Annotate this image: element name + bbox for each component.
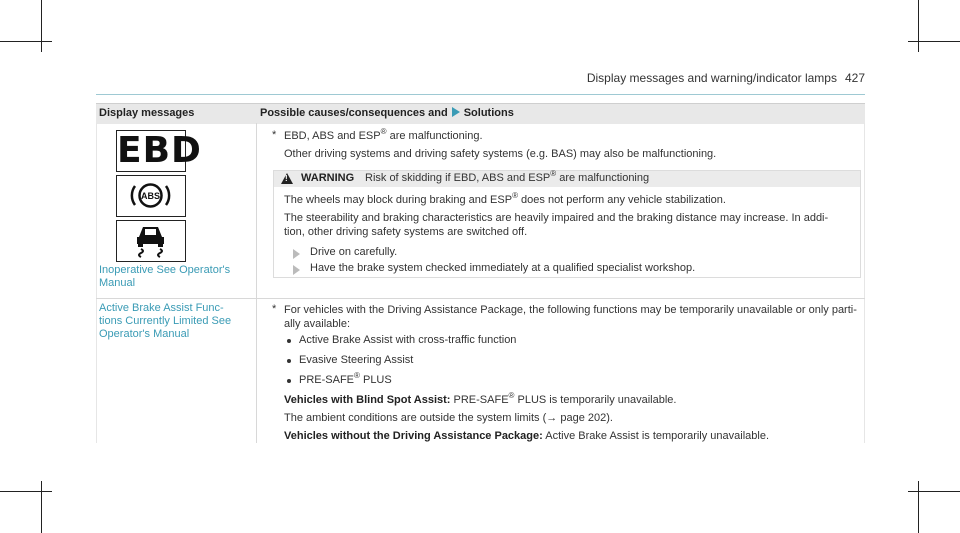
cause-post: are malfunctioning. (386, 130, 483, 142)
header-display-messages: Display messages (99, 107, 195, 119)
warning-box (273, 170, 861, 278)
bullet-plus: PLUS (359, 374, 392, 386)
warning-steerability-line1: The steerability and braking characteristics are heavily impaired and the braking distance may increase. In addi- (284, 212, 829, 224)
message-table (96, 103, 865, 443)
solutions-arrow-icon (452, 107, 460, 117)
without-package-text (284, 429, 769, 444)
other-systems-text: Other driving systems and driving safety systems (e.g. BAS) may also be malfunctioning. (284, 148, 717, 160)
registered-mark: ® (512, 191, 518, 200)
cause-text (284, 129, 483, 144)
table-header (96, 103, 865, 124)
registered-mark: ® (380, 127, 387, 136)
bullet-item (299, 373, 392, 388)
header-solutions-text: Solutions (463, 107, 514, 119)
w1-post: does not perform any vehicle stabilization. (517, 194, 726, 206)
blind-spot-bold: Vehicles with Blind Spot Assist: (284, 394, 451, 406)
header-rule (96, 94, 865, 95)
warning-triangle-icon (281, 173, 293, 184)
step-arrow-icon (293, 265, 300, 275)
warning-sub-post: are malfunctioning (556, 172, 650, 184)
table-border-right (864, 123, 865, 443)
crop-mark (41, 481, 42, 533)
crop-mark (908, 41, 960, 42)
crop-mark (908, 491, 960, 492)
svg-text:ABS: ABS (140, 191, 161, 201)
registered-mark: ® (354, 371, 360, 380)
step-drive-carefully: Drive on carefully. (310, 246, 398, 258)
abs-warning-icon (116, 175, 186, 217)
page-header (587, 71, 865, 85)
step-arrow-icon (293, 249, 300, 259)
bullet-dot (287, 379, 291, 383)
blind-post: PLUS is temporarily unavailable. (514, 394, 677, 406)
registered-mark: ® (550, 169, 557, 178)
column-divider (256, 123, 257, 443)
aba-label-line2: tions Currently Limited See (99, 315, 232, 327)
blind-pre: PRE-SAFE (450, 394, 509, 406)
aba-label-line3: Operator's Manual (99, 328, 190, 340)
table-border-left (96, 123, 97, 443)
bullet-dot (287, 339, 291, 343)
crop-mark (0, 41, 52, 42)
esp-skid-icon (116, 220, 186, 262)
row-divider (96, 298, 865, 299)
warning-sub-pre: Risk of skidding if EBD, ABS and ESP (365, 172, 551, 184)
header-causes (260, 107, 514, 119)
crop-mark (918, 481, 919, 533)
warning-steerability-line2: tion, other driving safety systems are switched off. (284, 226, 528, 238)
without-bold: Vehicles without the Driving Assistance Package: (284, 430, 543, 442)
intro-line1: For vehicles with the Driving Assistance Package, the following functions may be temporarily unavailable or only parti- (284, 304, 857, 316)
without-rest: Active Brake Assist is temporarily unavailable. (542, 430, 770, 442)
footnote-star: * (272, 303, 277, 315)
header-causes-text: Possible causes/consequences and (260, 107, 448, 119)
warning-wheels-text (284, 193, 726, 208)
intro-line2: ally available: (284, 318, 351, 330)
bullet-item: Active Brake Assist with cross-traffic function (299, 334, 517, 346)
bullet-item: Evasive Steering Assist (299, 354, 414, 366)
active-brake-assist-label (99, 302, 249, 341)
bullet-presafe: PRE-SAFE (299, 374, 355, 386)
page-number: 427 (844, 71, 865, 85)
inoperative-label: Inoperative See Operator's Manual (99, 264, 231, 289)
registered-mark: ® (508, 391, 515, 400)
aba-label-line1: Active Brake Assist Func- (99, 302, 224, 314)
step-brake-check: Have the brake system checked immediately at a qualified specialist workshop. (310, 262, 696, 274)
ambient-text[interactable]: The ambient conditions are outside the system limits (→ page 202). (284, 412, 613, 424)
warning-title: WARNING (301, 172, 355, 184)
crop-mark (918, 0, 919, 52)
bullet-dot (287, 359, 291, 363)
crop-mark (0, 491, 52, 492)
ebd-icon: EBD (117, 130, 202, 171)
warning-bar (274, 171, 860, 187)
footnote-star: * (272, 129, 277, 141)
cause-pre: EBD, ABS and ESP (284, 130, 381, 142)
header-title: Display messages and warning/indicator lamps (586, 71, 837, 85)
blind-spot-text (284, 393, 676, 408)
warning-subtitle (365, 169, 650, 184)
w1-pre: The wheels may block during braking and ESP (284, 194, 513, 206)
crop-mark (41, 0, 42, 52)
